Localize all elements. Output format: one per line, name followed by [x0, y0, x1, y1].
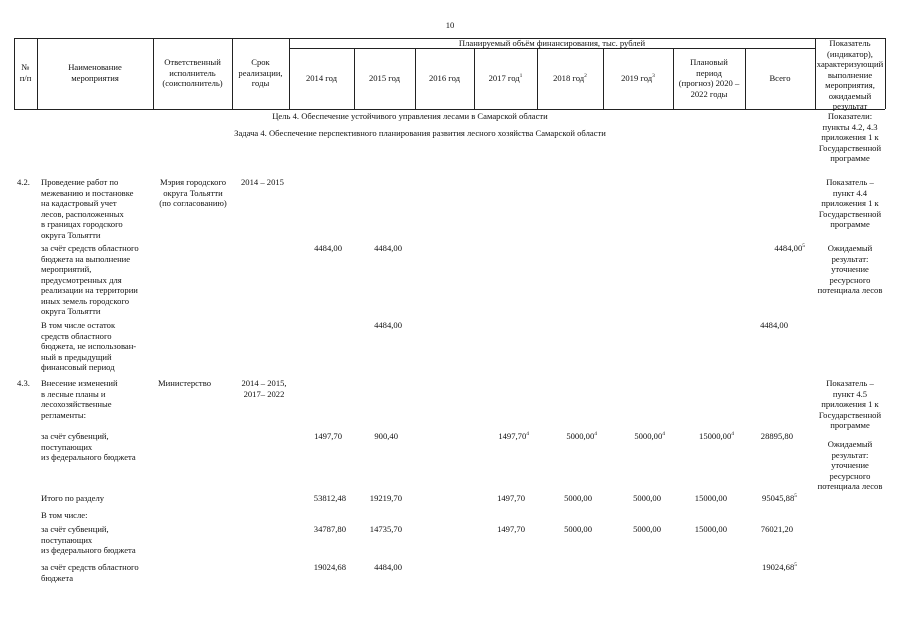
value-planned: 15000,00 — [694, 493, 727, 503]
value-total: 4484,00$^5$ — [774, 243, 805, 253]
indicator: Показатель – пункт 4.4 приложения 1 к Государственной программе — [818, 177, 882, 229]
value-planned: 15000,00 — [694, 524, 727, 534]
col-period-header: Срок реализации, годы — [238, 57, 283, 88]
value-total: 76021,20 — [760, 524, 793, 534]
col-2016-header: 2016 год — [428, 73, 461, 83]
funding-source: за счёт субвенций, поступающих из федерального бюджета — [41, 431, 136, 462]
value-2019: 5000,00$^4$ — [634, 431, 665, 441]
col-total-header: Всего — [769, 73, 791, 83]
page-number: 10 — [445, 20, 455, 30]
value-2014: 53812,48 — [313, 493, 346, 503]
value-2017: 1497,70$^4$ — [498, 431, 529, 441]
col-2017-header: 2017 год$^1$ — [488, 73, 523, 83]
col-responsible-header: Ответственный исполнитель (соисполнитель) — [162, 57, 223, 88]
value-2015: 4484,00 — [374, 320, 402, 330]
value-2018: 5000,00 — [564, 524, 592, 534]
value-2018: 5000,00 — [564, 493, 592, 503]
value-2015: 4484,00 — [374, 562, 402, 572]
col-2014-header: 2014 год — [305, 73, 338, 83]
col-num-header: № п/п — [19, 62, 32, 83]
task-heading: Задача 4. Обеспечение перспективного планирования развития лесного хозяйства Самарской области — [234, 128, 606, 138]
row-number: 4.2. — [17, 177, 30, 187]
value-2015: 4484,00 — [374, 243, 402, 253]
value-2014: 19024,68 — [313, 562, 346, 572]
activity-name: Внесение изменений в лесные планы и лесохозяйственные регламенты: — [41, 378, 118, 420]
value-total: 4484,00 — [760, 320, 788, 330]
col-indicator-header: Показатель (индикатор), характеризующий выполнение мероприятия, ожидаемый результат — [816, 38, 884, 111]
col-2018-header: 2018 год$^2$ — [553, 73, 587, 83]
value-total: 95045,88$^5$ — [762, 493, 797, 503]
including-label: В том числе: — [41, 510, 88, 520]
funding-source: за счёт субвенций, поступающих из федерального бюджета — [41, 524, 136, 555]
activity-name: Проведение работ по межеванию и постановке на кадастровый учет лесов, расположенных в границах городского округа Тольятти — [41, 177, 134, 240]
value-2015: 14735,70 — [369, 524, 402, 534]
goal-heading: Цель 4. Обеспечение устойчивого управления лесами в Самарской области — [272, 111, 548, 121]
col-name-header: Наименование мероприятия — [68, 62, 122, 83]
expected-result: Ожидаемый результат: уточнение ресурсного потенциала лесов — [817, 439, 883, 491]
value-2017: 1497,70 — [497, 524, 525, 534]
funding-source: за счёт средств областного бюджета — [41, 562, 139, 583]
indicator: Показатель – пункт 4.5 приложения 1 к Государственной программе — [818, 378, 882, 430]
value-total: 28895,80 — [760, 431, 793, 441]
funding-source: В том числе остаток средств областного бюджета, не использован- ный в предыдущий финансовый период — [41, 320, 137, 372]
responsible: Мэрия городского округа Тольятти (по согласованию) — [159, 177, 227, 208]
value-2014: 34787,80 — [313, 524, 346, 534]
value-2015: 19219,70 — [369, 493, 402, 503]
period: 2014 – 2015 — [241, 177, 284, 187]
col-financing-header: Планируемый объём финансирования, тыс. рублей — [458, 38, 646, 48]
value-planned: 15000,00$^4$ — [699, 431, 734, 441]
value-total: 19024,68$^5$ — [762, 562, 797, 572]
value-2014: 4484,00 — [314, 243, 342, 253]
col-2015-header: 2015 год — [368, 73, 401, 83]
col-planned-header: Плановый период (прогноз) 2020 – 2022 годы — [678, 57, 740, 99]
col-2019-header: 2019 год$^3$ — [621, 73, 655, 83]
responsible: Министерство — [158, 378, 211, 388]
value-2014: 1497,70 — [314, 431, 342, 441]
value-2018: 5000,00$^4$ — [566, 431, 597, 441]
task-indicator: Показатели: пункты 4.2, 4.3 приложения 1 к Государственной программе — [818, 111, 882, 163]
row-number: 4.3. — [17, 378, 30, 388]
period: 2014 – 2015, 2017– 2022 — [241, 378, 287, 399]
value-2017: 1497,70 — [497, 493, 525, 503]
funding-source: за счёт средств областного бюджета на выполнение мероприятий, предусмотренных для реализации на территории иных земель городского округа Тольятти — [41, 243, 139, 316]
expected-result: Ожидаемый результат: уточнение ресурсного потенциала лесов — [817, 243, 883, 295]
value-2019: 5000,00 — [633, 524, 661, 534]
value-2015: 900,40 — [374, 431, 398, 441]
total-label: Итого по разделу — [41, 493, 105, 503]
value-2019: 5000,00 — [633, 493, 661, 503]
